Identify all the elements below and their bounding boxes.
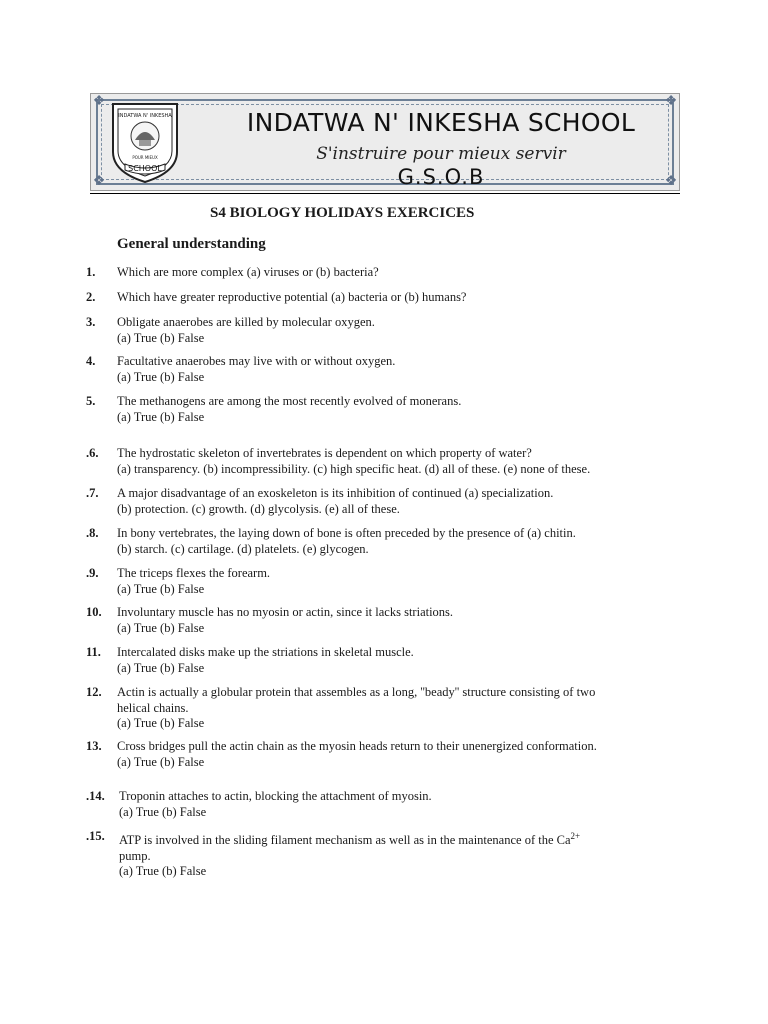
question-line: A major disadvantage of an exoskeleton is its inhibition of continued (a) specialization.: [117, 486, 554, 500]
question-line: (b) protection. (c) growth. (d) glycolysis. (e) all of these.: [117, 501, 400, 516]
question-number: 3.: [86, 315, 96, 329]
question-line: Actin is actually a globular protein that assembles as a long, ''beady'' structure consisting of two: [117, 685, 596, 699]
question-number: .9.: [86, 566, 99, 580]
question-line: helical chains.: [117, 700, 189, 715]
question-text: [119, 789, 639, 820]
question-line: Troponin attaches to actin, blocking the attachment of myosin.: [119, 789, 432, 803]
question-text: [117, 486, 637, 517]
answer-options: (a) True (b) False: [117, 581, 205, 596]
svg-text:SCHOOL: SCHOOL: [128, 164, 162, 173]
question-line: The hydrostatic skeleton of invertebrates is dependent on which property of water?: [117, 446, 532, 460]
question-text: [117, 290, 637, 306]
question-number: 5.: [86, 394, 96, 408]
corner-ornament-icon: ❖: [664, 94, 678, 109]
question-number: 11.: [86, 645, 101, 659]
question-line: The triceps flexes the forearm.: [117, 566, 271, 580]
svg-text:POUR MIEUX: POUR MIEUX: [132, 155, 158, 160]
corner-ornament-icon: ❖: [92, 174, 106, 189]
header-divider: [90, 193, 680, 194]
answer-options: (a) True (b) False: [117, 620, 205, 635]
question-text: [117, 566, 637, 597]
question-number: .14.: [86, 789, 105, 803]
question-number: .6.: [86, 446, 99, 460]
corner-ornament-icon: ❖: [92, 94, 106, 109]
svg-text:INDATWA N' INKESHA: INDATWA N' INKESHA: [118, 113, 172, 119]
answer-options: (a) True (b) False: [119, 864, 207, 879]
school-short-name: G.S.O.B: [397, 165, 485, 189]
question-text: [117, 315, 637, 346]
question-number: 13.: [86, 739, 102, 753]
answer-options: (a) True (b) False: [117, 330, 205, 345]
question-text: [117, 394, 637, 425]
school-banner: [90, 93, 680, 191]
question-number: .7.: [86, 486, 99, 500]
question-number: 12.: [86, 685, 102, 699]
question-text: [117, 526, 637, 557]
question-line: The methanogens are among the most recently evolved of monerans.: [117, 394, 462, 408]
question-number: 1.: [86, 265, 96, 279]
question-text: [117, 446, 637, 477]
question-text: [117, 605, 637, 636]
answer-options: (a) True (b) False: [117, 716, 205, 730]
school-motto: S'instruire pour mieux servir: [316, 144, 566, 164]
question-line: Obligate anaerobes are killed by molecular oxygen.: [117, 315, 375, 329]
question-text: [117, 685, 637, 732]
question-line: pump.: [119, 848, 151, 863]
document-title: S4 BIOLOGY HOLIDAYS EXERCICES: [210, 205, 475, 221]
question-line: Which have greater reproductive potential (a) bacteria or (b) humans?: [117, 290, 467, 304]
superscript: 2+: [570, 831, 581, 841]
question-line: Which are more complex (a) viruses or (b) bacteria?: [117, 265, 379, 279]
answer-options: (a) True (b) False: [117, 369, 205, 384]
answer-options: (a) True (b) False: [117, 660, 205, 675]
question-text: [117, 739, 637, 770]
question-line: Involuntary muscle has no myosin or actin, since it lacks striations.: [117, 605, 454, 619]
question-number: 4.: [86, 354, 96, 368]
question-line: Facultative anaerobes may live with or without oxygen.: [117, 354, 396, 368]
school-name: INDATWA N' INKESHA SCHOOL: [246, 108, 636, 137]
question-line: (b) starch. (c) cartilage. (d) platelets. (e) glycogen.: [117, 541, 369, 556]
answer-options: (a) True (b) False: [119, 804, 207, 819]
question-line: ATP is involved in the sliding filament mechanism as well as in the maintenance of the $Ca^{2+}$: [119, 831, 581, 848]
question-text: [117, 354, 637, 385]
school-logo-icon: [105, 100, 185, 184]
question-number: .8.: [86, 526, 99, 540]
answer-options: (a) transparency. (b) incompressibility. (c) high specific heat. (d) all of these. (e) none of these.: [117, 461, 591, 476]
corner-ornament-icon: ❖: [664, 174, 678, 189]
question-number: 2.: [86, 290, 96, 304]
answer-options: (a) True (b) False: [117, 409, 205, 424]
question-line: Intercalated disks make up the striations in skeletal muscle.: [117, 645, 414, 659]
question-text: [119, 829, 639, 880]
question-number: .15.: [86, 829, 105, 843]
question-number: 10.: [86, 605, 102, 619]
question-text: [117, 645, 637, 676]
question-line: In bony vertebrates, the laying down of bone is often preceded by the presence of (a) chitin.: [117, 526, 576, 540]
answer-options: (a) True (b) False: [117, 754, 205, 769]
section-heading: General understanding: [117, 236, 266, 252]
question-line: Cross bridges pull the actin chain as the myosin heads return to their unenergized conformation.: [117, 739, 597, 753]
question-text: [117, 265, 637, 281]
